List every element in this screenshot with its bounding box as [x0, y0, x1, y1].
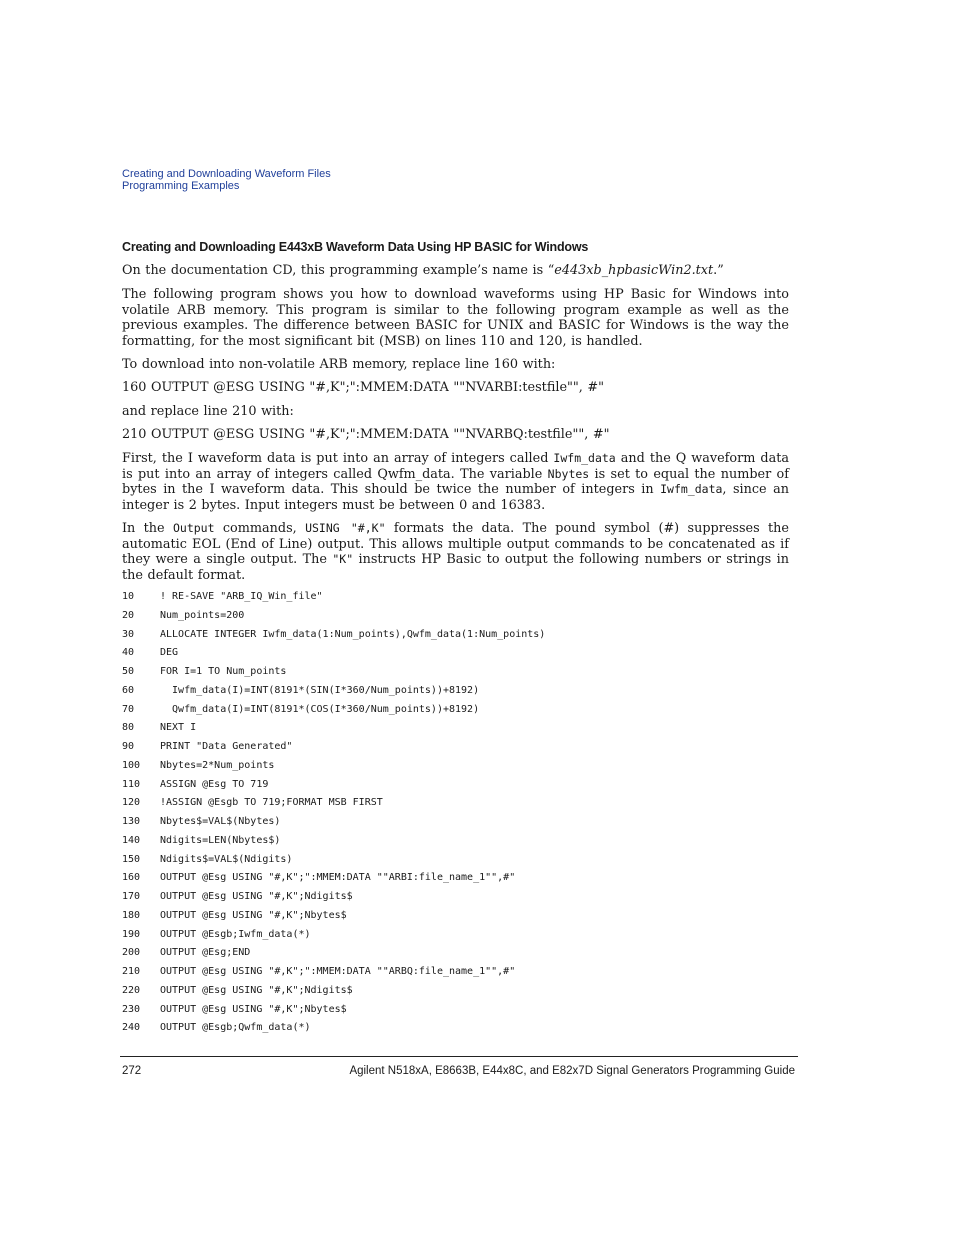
code-line-number: 30 — [122, 628, 135, 640]
code-line-number: 150 — [122, 853, 141, 865]
p1-text-before: On the documentation CD, this programming example’s name is “ — [122, 263, 555, 278]
guide-title: Agilent N518xA, E8663B, E44x8C, and E82x7D Signal Generators Programming Guide — [349, 1065, 795, 1077]
running-header — [122, 168, 331, 192]
code-line-number: 20 — [122, 609, 135, 621]
replacement-line-210: 210 OUTPUT @ESG USING "#,K";":MMEM:DATA ""NVARBQ:testfile"", #" — [122, 427, 610, 442]
code-line — [122, 797, 383, 811]
code-line-number: 190 — [122, 928, 141, 940]
paragraph-replace-210: and replace line 210 with: — [122, 404, 294, 419]
code-line — [122, 722, 196, 736]
code-line-text: OUTPUT @Esgb;Qwfm_data(*) — [160, 1022, 311, 1034]
paragraph-nonvolatile: To download into non-volatile ARB memory, replace line 160 with: — [122, 357, 556, 372]
p1-text-after: .” — [713, 263, 724, 278]
code-line — [122, 816, 280, 830]
code-term: Output — [172, 521, 215, 535]
code-line — [122, 647, 178, 661]
code-line-number: 140 — [122, 834, 141, 846]
code-line-text: Num_points=200 — [160, 609, 245, 621]
code-line-text: !ASSIGN @Esgb TO 719;FORMAT MSB FIRST — [160, 797, 383, 809]
header-chapter: Creating and Downloading Waveform Files — [122, 168, 331, 180]
code-line-text: Ndigits$=VAL$(Ndigits) — [160, 853, 293, 865]
code-line-text: FOR I=1 TO Num_points — [160, 666, 287, 677]
code-line-number: 200 — [122, 947, 141, 959]
code-line — [122, 666, 286, 680]
code-line — [122, 1022, 311, 1036]
replacement-line-160: 160 OUTPUT @ESG USING "#,K";":MMEM:DATA ""NVARBI:testfile"", #" — [122, 380, 605, 395]
code-line-text: OUTPUT @Esg USING "#,K";":MMEM:DATA ""ARBI:file_name_1"",#" — [160, 872, 516, 884]
code-line — [122, 779, 268, 793]
code-line-text: Nbytes$=VAL$(Nbytes) — [160, 816, 281, 827]
code-line-text: Iwfm_data(I)=INT(8191*(SIN(I*360/Num_points))+8192) — [160, 684, 480, 696]
paragraph-intro: The following program shows you how to download waveforms using HP Basic for Windows into volatile ARB memory. This program is similar to the following program example as well as the previous examples. The difference between BASIC for UNIX and BASIC for Windows is the way the formatting, for the most significant bit (MSB) on lines 110 and 120, is handled. — [122, 287, 789, 349]
code-line-number: 90 — [122, 741, 135, 752]
section-title: Creating and Downloading E443xB Waveform Data Using HP BASIC for Windows — [122, 240, 589, 254]
paragraph-filename — [122, 263, 789, 279]
example-filename: e443xb_hpbasicWin2.txt — [554, 263, 714, 278]
code-line — [122, 704, 479, 718]
code-line-number: 130 — [122, 816, 141, 827]
code-line-text: OUTPUT @Esg USING "#,K";":MMEM:DATA ""ARBQ:file_name_1"",#" — [160, 966, 516, 977]
code-line — [122, 835, 280, 849]
code-line-text: OUTPUT @Esg;END — [160, 947, 251, 959]
header-section: Programming Examples — [122, 180, 240, 192]
code-line-number: 120 — [122, 797, 141, 809]
footer-rule — [120, 1056, 798, 1057]
code-line — [122, 929, 311, 943]
code-line — [122, 685, 479, 699]
code-line-text: OUTPUT @Esgb;Iwfm_data(*) — [160, 928, 311, 940]
code-line-number: 210 — [122, 966, 141, 977]
code-term: Nbytes — [547, 466, 590, 481]
code-line-number: 230 — [122, 1003, 141, 1015]
code-line-number: 60 — [122, 684, 135, 696]
code-line-text: OUTPUT @Esg USING "#,K";Nbytes$ — [160, 1003, 347, 1015]
code-line — [122, 910, 347, 924]
code-line-text: ASSIGN @Esg TO 719 — [160, 778, 269, 790]
code-line-number: 180 — [122, 909, 141, 921]
code-term: Iwfm_data — [660, 482, 723, 497]
code-line-text: OUTPUT @Esg USING "#,K";Ndigits$ — [160, 891, 353, 902]
code-line-text: Ndigits=LEN(Nbytes$) — [160, 834, 281, 846]
code-line — [122, 629, 545, 643]
code-line — [122, 872, 515, 886]
code-line-text: PRINT "Data Generated" — [160, 741, 293, 752]
code-line-text: OUTPUT @Esg USING "#,K";Ndigits$ — [160, 984, 353, 996]
code-line-text: Qwfm_data(I)=INT(8191*(COS(I*360/Num_points))+8192) — [160, 703, 480, 715]
code-line-number: 100 — [122, 759, 141, 771]
code-line-text: NEXT I — [160, 722, 197, 734]
code-line — [122, 947, 250, 961]
code-line-number: 70 — [122, 703, 135, 715]
paragraph-arrays: First, the I waveform data is put into an array of integers called Iwfm_data and the Q waveform data is put into an array of integers called Qwfm_data. The variable Nbytes is set to equal the number of bytes in the I waveform data. This should be twice the number of integers in Iwfm_data, since an integer is 2 bytes. Input integers must be between 0 and 16383. — [122, 451, 789, 513]
code-line — [122, 1004, 347, 1018]
code-line-number: 80 — [122, 722, 135, 734]
code-term: USING "#,K" — [305, 521, 386, 535]
code-line-text: Nbytes=2*Num_points — [160, 759, 275, 771]
code-term: Iwfm_data — [553, 451, 616, 465]
code-line-number: 40 — [122, 647, 135, 659]
code-line-number: 10 — [122, 591, 135, 602]
code-line — [122, 985, 353, 999]
code-line — [122, 741, 292, 755]
code-line-text: ALLOCATE INTEGER Iwfm_data(1:Num_points),Qwfm_data(1:Num_points) — [160, 628, 546, 640]
code-line-number: 160 — [122, 872, 141, 884]
code-line-text: OUTPUT @Esg USING "#,K";Nbytes$ — [160, 909, 347, 921]
page-number: 272 — [122, 1065, 142, 1077]
code-line-text: ! RE-SAVE "ARB_IQ_Win_file" — [160, 591, 323, 602]
code-line-number: 110 — [122, 778, 141, 790]
code-line — [122, 591, 323, 605]
code-line — [122, 966, 515, 980]
paragraph-output-format: In the Output commands, USING "#,K" formats the data. The pound symbol (#) suppresses the automatic EOL (End of Line) output. This allows multiple output commands to be concatenated as if they were a single output. The "K" instructs HP Basic to output the following numbers or strings in the default format. — [122, 521, 789, 583]
code-line-text: DEG — [160, 647, 179, 659]
code-line-number: 170 — [122, 891, 141, 902]
code-term: "K" — [332, 552, 354, 567]
code-line — [122, 610, 244, 624]
code-line — [122, 854, 292, 868]
code-line-number: 220 — [122, 984, 141, 996]
code-line-number: 50 — [122, 666, 135, 677]
code-line-number: 240 — [122, 1022, 141, 1034]
code-line — [122, 891, 353, 905]
code-line — [122, 760, 274, 774]
